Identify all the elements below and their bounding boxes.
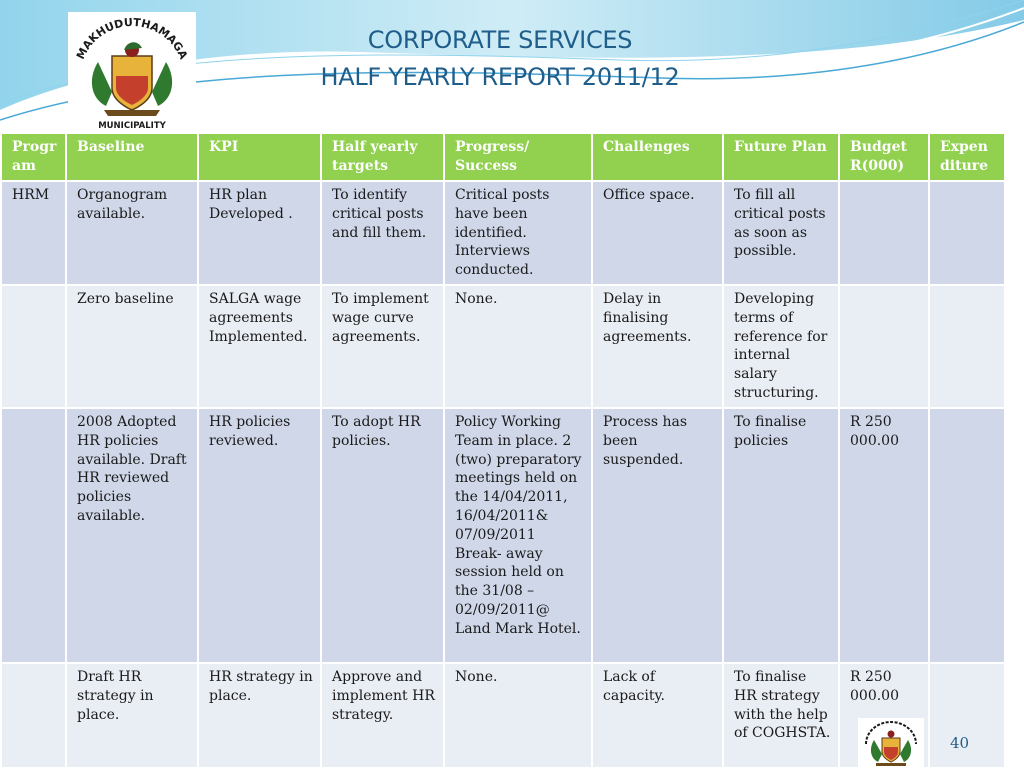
cell-target: To implement wage curve agreements. bbox=[322, 286, 443, 407]
cell-target: To adopt HR policies. bbox=[322, 409, 443, 662]
cell-kpi: HR policies reviewed. bbox=[199, 409, 320, 662]
cell-expenditure bbox=[930, 182, 1004, 284]
municipal-crest-icon bbox=[68, 12, 196, 132]
table-row bbox=[2, 182, 1004, 284]
column-header-kpi: KPI bbox=[199, 134, 320, 180]
cell-program: HRM bbox=[2, 182, 65, 284]
cell-program bbox=[2, 286, 65, 407]
cell-future-plan: To finalise HR strategy with the help of COGHSTA. bbox=[724, 664, 838, 767]
cell-budget bbox=[840, 182, 928, 284]
cell-progress: Critical posts have been identified. Interviews conducted. bbox=[445, 182, 591, 284]
cell-baseline: 2008 Adopted HR policies available. Draft HR reviewed policies available. bbox=[67, 409, 197, 662]
cell-program bbox=[2, 409, 65, 662]
table-row bbox=[2, 409, 1004, 662]
page-number: 40 bbox=[950, 734, 970, 752]
column-header-budget: Budget R(000) bbox=[840, 134, 928, 180]
cell-baseline: Draft HR strategy in place. bbox=[67, 664, 197, 767]
logo-top-text: MAKHUDUTHAMAGA bbox=[73, 15, 191, 62]
cell-challenges: Delay in finalising agreements. bbox=[593, 286, 722, 407]
cell-future-plan: To finalise policies bbox=[724, 409, 838, 662]
cell-kpi: SALGA wage agreements Implemented. bbox=[199, 286, 320, 407]
municipal-crest-small-icon bbox=[858, 718, 924, 768]
table-row bbox=[2, 664, 1004, 767]
title-line-1: CORPORATE SERVICES bbox=[367, 26, 633, 54]
column-header-program: Progr am bbox=[2, 134, 65, 180]
column-header-future-plan: Future Plan bbox=[724, 134, 838, 180]
cell-future-plan: Developing terms of reference for internal salary structuring. bbox=[724, 286, 838, 407]
cell-budget bbox=[840, 286, 928, 407]
cell-kpi: HR plan Developed . bbox=[199, 182, 320, 284]
column-header-half-yearly-targets: Half yearly targets bbox=[322, 134, 443, 180]
cell-expenditure bbox=[930, 286, 1004, 407]
cell-progress: None. bbox=[445, 286, 591, 407]
cell-challenges: Office space. bbox=[593, 182, 722, 284]
logo-bottom-text: MUNICIPALITY bbox=[98, 121, 166, 131]
report-table bbox=[0, 132, 1006, 769]
column-header-baseline: Baseline bbox=[67, 134, 197, 180]
page-title bbox=[290, 22, 710, 96]
cell-budget: R 250 000.00 bbox=[840, 409, 928, 662]
column-header-challenges: Challenges bbox=[593, 134, 722, 180]
table-row bbox=[2, 286, 1004, 407]
cell-budget: R 250 000.00 bbox=[840, 664, 928, 767]
cell-target: To identify critical posts and fill them. bbox=[322, 182, 443, 284]
column-header-expenditure: Expen diture bbox=[930, 134, 1004, 180]
cell-challenges: Process has been suspended. bbox=[593, 409, 722, 662]
cell-kpi: HR strategy in place. bbox=[199, 664, 320, 767]
municipality-logo bbox=[68, 12, 196, 132]
cell-future-plan: To fill all critical posts as soon as possible. bbox=[724, 182, 838, 284]
cell-baseline: Zero baseline bbox=[67, 286, 197, 407]
title-line-2: HALF YEARLY REPORT 2011/12 bbox=[320, 63, 680, 91]
cell-progress: None. bbox=[445, 664, 591, 767]
column-header-progress: Progress/ Success bbox=[445, 134, 591, 180]
cell-progress: Policy Working Team in place. 2 (two) preparatory meetings held on the 14/04/2011, 16/04/2011& 07/09/2011 Break- away session held on the 31/08 – 02/09/2011@ Land Mark Hotel. bbox=[445, 409, 591, 662]
cell-challenges: Lack of capacity. bbox=[593, 664, 722, 767]
cell-target: Approve and implement HR strategy. bbox=[322, 664, 443, 767]
cell-program bbox=[2, 664, 65, 767]
cell-baseline: Organogram available. bbox=[67, 182, 197, 284]
cell-expenditure bbox=[930, 409, 1004, 662]
table-header-row bbox=[2, 134, 1004, 180]
